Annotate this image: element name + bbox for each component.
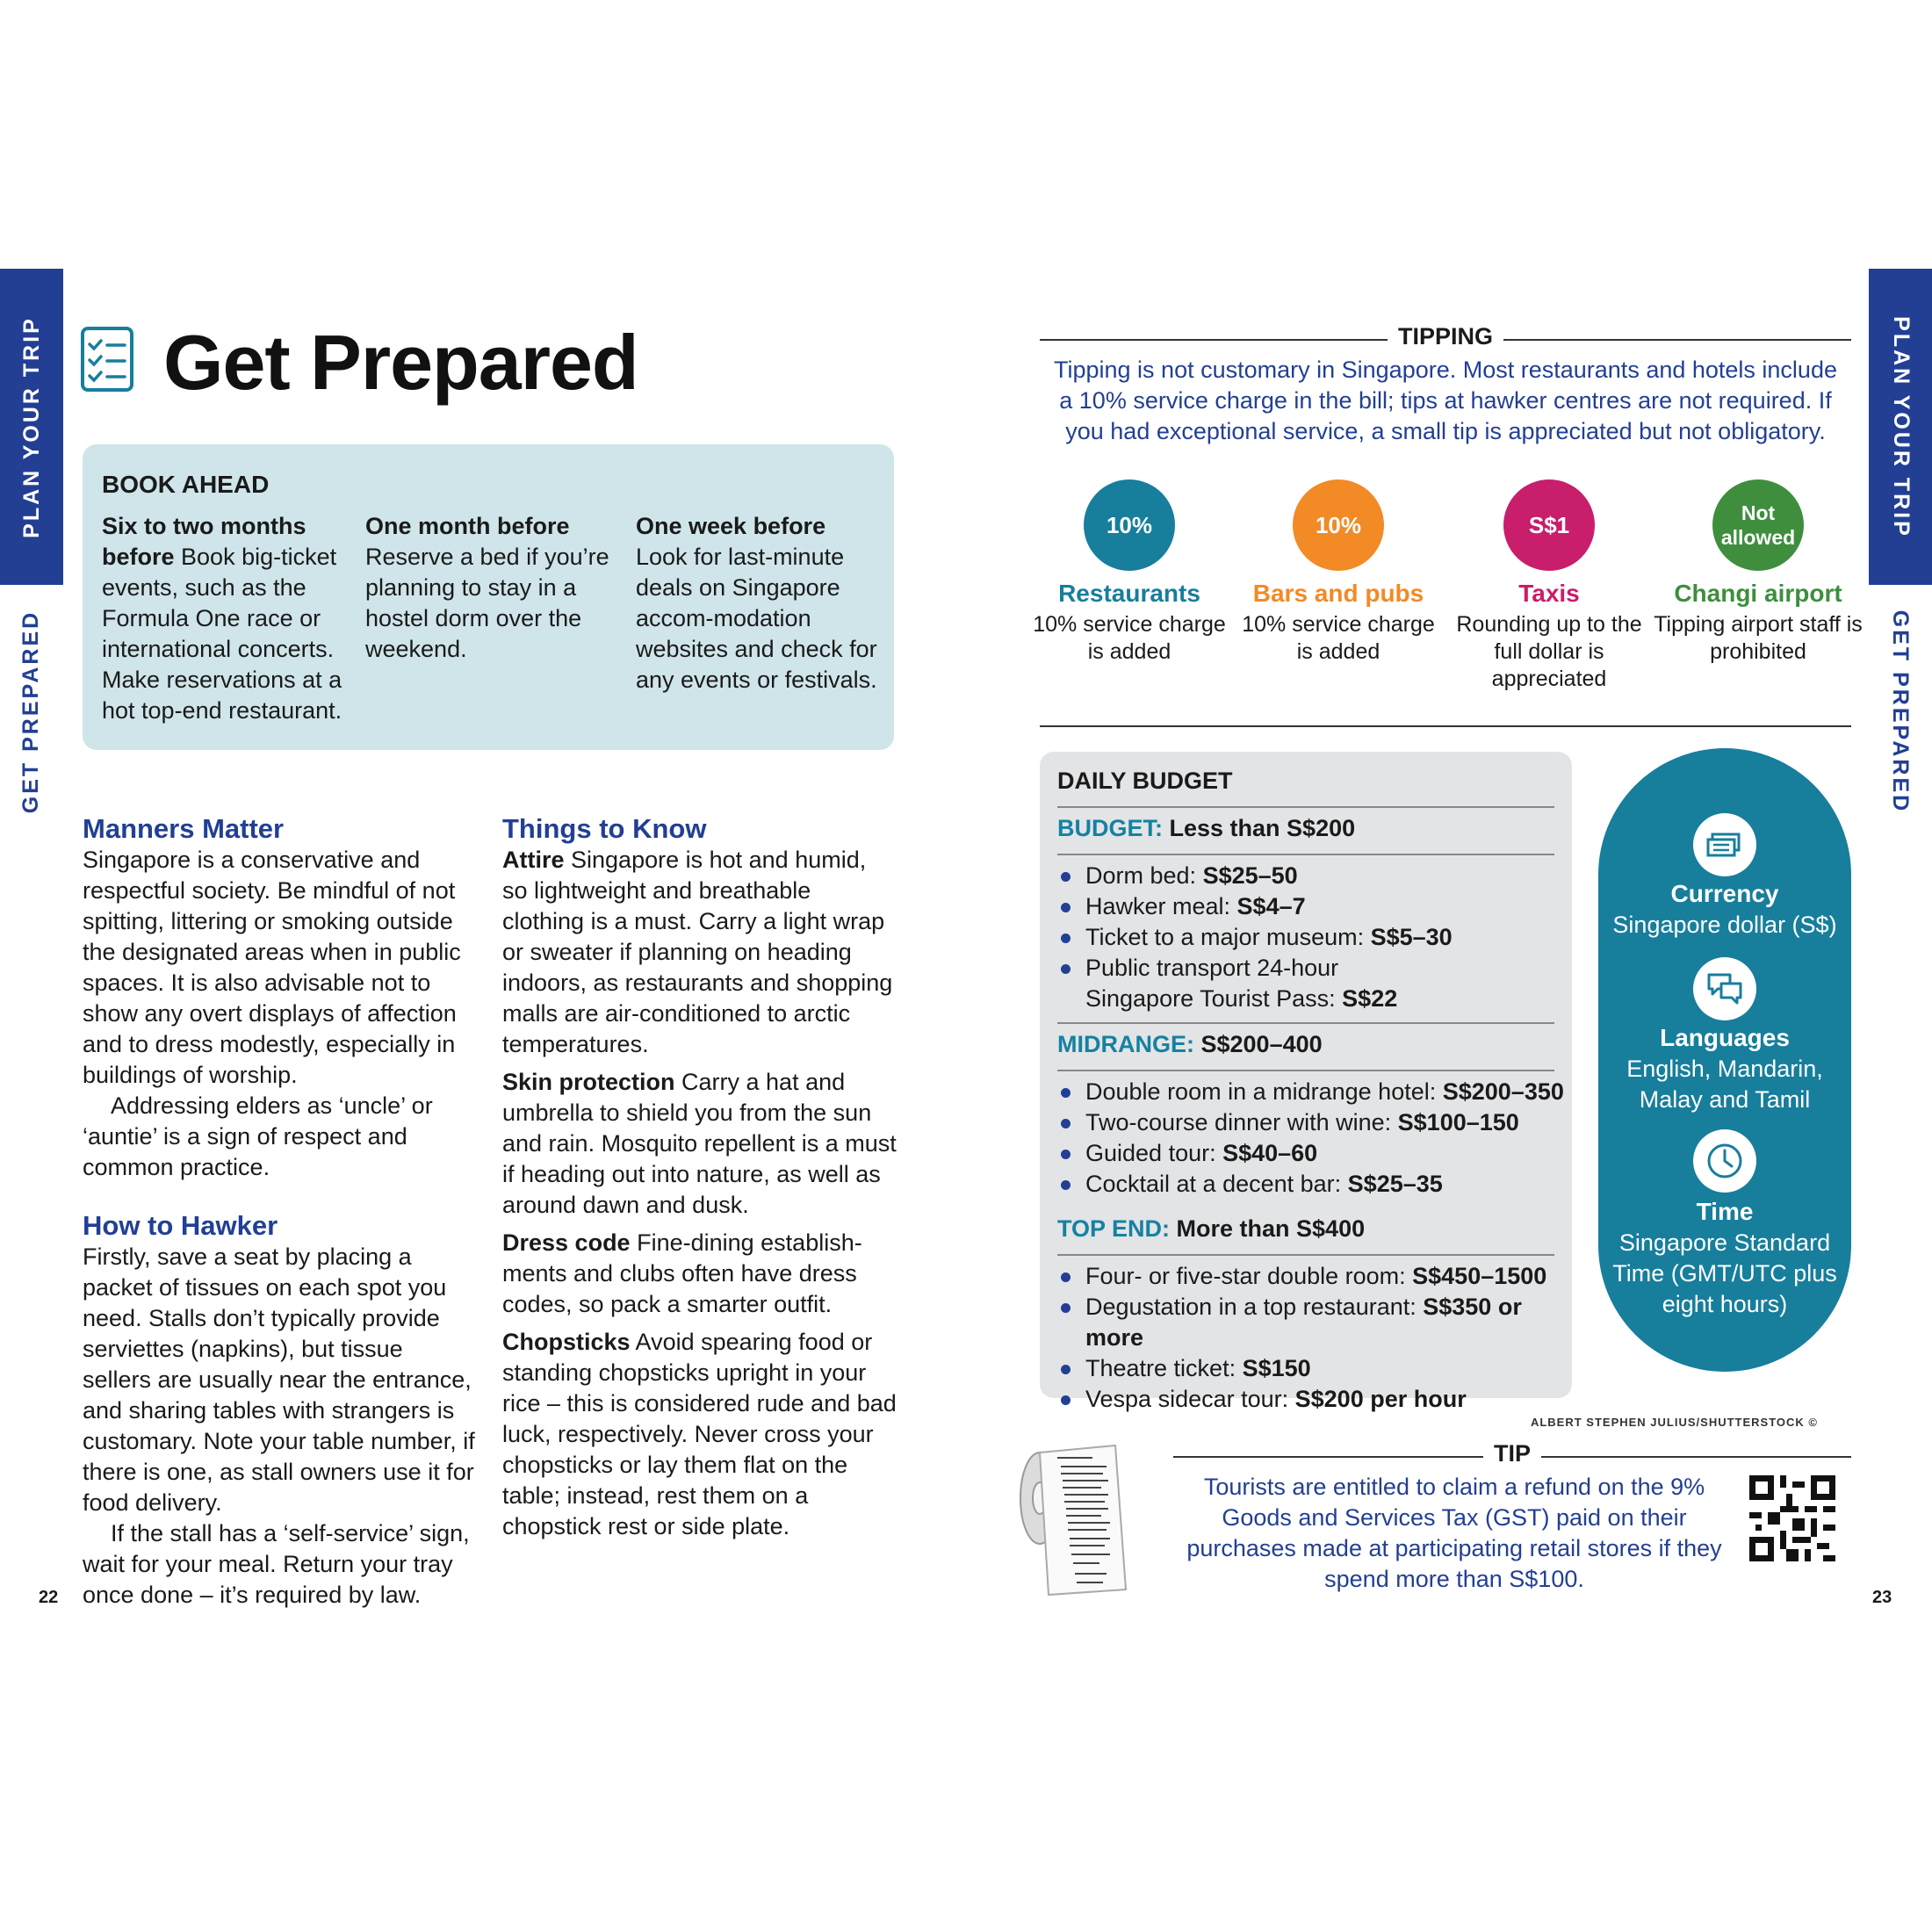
book-ahead-col-1: Six to two months before Book big-ticket events, such as the Formula One race or international concerts. Make reservations at a hot top-end restaurant.: [102, 513, 342, 724]
clock-icon: [1693, 1129, 1756, 1193]
budget-item: Four- or five-star double room: S$450–1500: [1057, 1261, 1567, 1292]
side-label-get-prepared-left: GET PREPARED: [18, 609, 44, 813]
tip-item-airport: Changi airport Tipping airport staff is prohibited: [1654, 580, 1863, 664]
manners-paragraph-2: Addressing elders as ‘uncle’ or ‘auntie’ is a sign of respect and common practice.: [83, 1092, 433, 1180]
side-tab-plan-your-trip-left: PLAN YOUR TRIP: [0, 269, 63, 585]
budget-item: Two-course dinner with wine: S$100–150: [1057, 1107, 1567, 1138]
manners-heading: Manners Matter: [83, 813, 285, 844]
budget-list-top-end: [1057, 1261, 1567, 1415]
hawker-paragraph-1: Firstly, save a seat by placing a packet of tissues on each spot you need. Stalls don’t typically provide serviettes (napkins), but tissue sellers are usually near the entrance, and sharing tables with strangers is customary. Note your table number, if there is one, as stall owners use it for food delivery.: [83, 1244, 475, 1516]
side-tab-plan-your-trip-right: PLAN YOUR TRIP: [1869, 269, 1932, 585]
manners-section: [83, 813, 478, 1183]
budget-item: Vespa sidecar tour: S$200 per hour: [1057, 1384, 1567, 1415]
hawker-paragraph-2: If the stall has a ‘self-service’ sign, wait for your meal. Return your tray once done – it’s required by law.: [83, 1520, 470, 1608]
page-title: Get Prepared: [163, 319, 638, 406]
tipping-heading: TIPPING: [1388, 323, 1503, 350]
page-number-right: 23: [1872, 1588, 1892, 1607]
budget-item: Dorm bed: S$25–50: [1057, 861, 1554, 891]
things-section: [502, 813, 898, 1542]
book-ahead-box: [83, 444, 894, 750]
budget-heading: DAILY BUDGET: [1057, 768, 1233, 794]
manners-paragraph-1: Singapore is a conservative and respectful society. Be mindful of not spitting, littering or smoking outside the designated areas when in public spaces. It is also advisable not to show any overt displays of affection and to dress modestly, especially in buildings of worship.: [83, 847, 461, 1088]
budget-tier-budget: BUDGET: Less than S$200: [1057, 815, 1356, 841]
budget-item: Hawker meal: S$4–7: [1057, 891, 1554, 922]
things-item: Chopsticks Avoid spearing food or standing chopsticks upright in your rice – this is considered rude and bad luck, respectively. Never cross your chopsticks or lay them flat on the table; instead, rest them on a chopstick rest or side plate.: [502, 1329, 897, 1539]
book-ahead-heading: BOOK AHEAD: [102, 471, 270, 498]
tip-badge-bars: 10%: [1293, 479, 1384, 571]
photo-credit: ALBERT STEPHEN JULIUS/SHUTTERSTOCK ©: [1530, 1416, 1818, 1429]
budget-tier-midrange: MIDRANGE: S$200–400: [1057, 1031, 1323, 1057]
page-number-left: 22: [39, 1588, 59, 1607]
currency-title: Currency: [1670, 880, 1779, 907]
qr-code: [1749, 1475, 1835, 1561]
budget-item: Ticket to a major museum: S$5–30: [1057, 922, 1554, 953]
banknotes-icon: [1693, 813, 1756, 876]
things-item: Attire Singapore is hot and humid, so lightweight and breathable clothing is a must. Carry a light wrap or sweater if planning on heading indoors, as restaurants and shopping malls are air-conditioned to arctic temperatures.: [502, 847, 893, 1057]
budget-list-budget: [1057, 861, 1554, 1014]
budget-list-midrange: [1057, 1077, 1567, 1200]
hawker-heading: How to Hawker: [83, 1210, 278, 1241]
budget-tier-top-end: TOP END: More than S$400: [1057, 1215, 1366, 1242]
things-item: Dress code Fine-dining establish-ments and clubs often have dress codes, so pack a smarter outfit.: [502, 1229, 862, 1317]
info-pill: [1598, 748, 1851, 1372]
daily-budget-box: [1040, 752, 1572, 1412]
time-title: Time: [1696, 1198, 1754, 1225]
tip-item-taxis: Taxis Rounding up to the full dollar is appreciated: [1456, 580, 1642, 691]
time-text: Singapore Standard Time (GMT/UTC plus eight hours): [1612, 1229, 1837, 1317]
tip-item-bars: Bars and pubs 10% service charge is added: [1242, 580, 1435, 664]
tipping-intro: Tipping is not customary in Singapore. Most restaurants and hotels include a 10% service charge in the bill; tips at hawker centres are not required. If you had exceptional service, a small tip is appreciated but not obligatory.: [1054, 357, 1837, 444]
tip-item-restaurants: Restaurants 10% service charge is added: [1033, 580, 1226, 664]
tip-badge-airport: Not allowed: [1712, 479, 1804, 571]
budget-item: Cocktail at a decent bar: S$25–35: [1057, 1169, 1567, 1200]
things-heading: Things to Know: [502, 813, 707, 844]
speech-bubbles-icon: [1693, 957, 1756, 1020]
budget-item: Public transport 24-hour Singapore Tourist Pass: S$22: [1057, 953, 1554, 1014]
budget-item: Degustation in a top restaurant: S$350 or more: [1057, 1292, 1567, 1353]
things-item: Skin protection Carry a hat and umbrella to shield you from the sun and rain. Mosquito repellent is a must if heading out into nature, as well as around dawn and dusk.: [502, 1069, 897, 1218]
budget-item: Theatre ticket: S$150: [1057, 1353, 1567, 1384]
languages-text: English, Mandarin, Malay and Tamil: [1626, 1056, 1823, 1113]
tip-heading: TIP: [1483, 1440, 1541, 1467]
receipt-roll-image: [1010, 1440, 1150, 1598]
checklist-icon: [81, 327, 133, 392]
tipping-rule-bottom: [1040, 725, 1851, 727]
budget-item: Guided tour: S$40–60: [1057, 1138, 1567, 1169]
side-label-get-prepared-right: GET PREPARED: [1888, 609, 1914, 813]
budget-item: Double room in a midrange hotel: S$200–350: [1057, 1077, 1567, 1107]
hawker-section: [83, 1210, 478, 1611]
languages-title: Languages: [1660, 1024, 1790, 1051]
tip-badge-restaurants: 10%: [1084, 479, 1175, 571]
tip-badge-taxis: S$1: [1503, 479, 1595, 571]
currency-text: Singapore dollar (S$): [1612, 912, 1837, 938]
book-ahead-col-3: One week before Look for last-minute deals on Singapore accom-modation websites and check for any events or festivals.: [636, 513, 877, 693]
tip-text: Tourists are entitled to claim a refund on the 9% Goods and Services Tax (GST) paid on their purchases made at participating retail stores if they spend more than S$100.: [1186, 1474, 1722, 1592]
book-ahead-col-2: One month before Reserve a bed if you’re planning to stay in a hostel dorm over the weekend.: [365, 513, 609, 662]
